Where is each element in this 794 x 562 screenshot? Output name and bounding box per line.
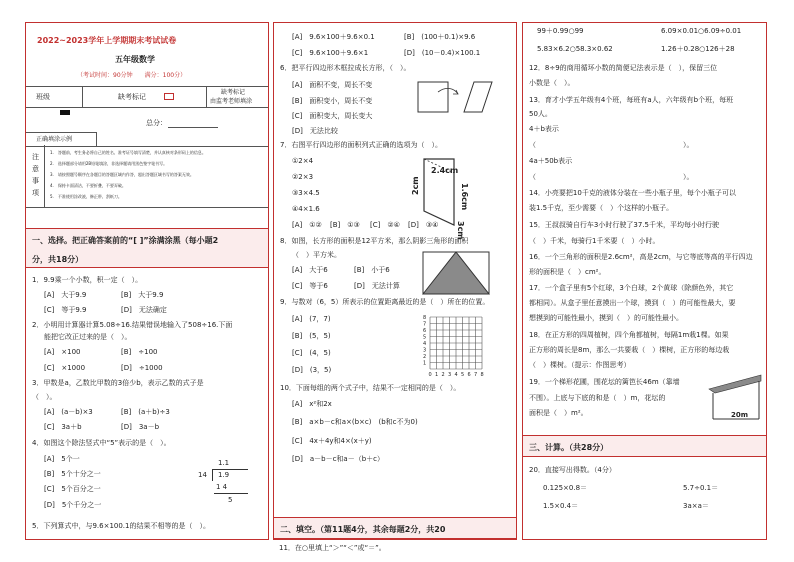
q4-text: 4．如图这个除法竖式中“5”表示的是（ ）。 <box>32 439 171 447</box>
q7-answer-d[interactable]: [D] ③④ <box>408 221 439 229</box>
q9-option-a[interactable]: [A] (7，7) <box>292 315 331 323</box>
q10-option-c[interactable]: [C] 4x＋4y和4×(x＋y) <box>292 437 372 445</box>
q16-text-1: 16．一个三角形的面积是2.6cm²，高是2cm，与它等底等高的平行四边 <box>529 253 753 261</box>
q7-answer-a[interactable]: [A] ①② <box>292 221 322 229</box>
q16-text-2: 形的面积是（ ）cm²。 <box>529 268 606 276</box>
q2-option-c[interactable]: [C] ×1000 <box>44 364 86 372</box>
grid-y-tick: 4 <box>423 341 427 347</box>
q3-option-b[interactable]: [B] (a＋b)÷3 <box>121 408 170 416</box>
q17-text-1: 17．一个盒子里有5个红球，3个白球，2个黄球（除颜色外，其它 <box>529 284 734 292</box>
column-3 <box>522 22 767 540</box>
q2-option-d[interactable]: [D] ÷1000 <box>121 364 163 372</box>
q13-text-1: 13．育才小学五年级有4个班，每班有a人，六年级有b个班，每班 <box>529 96 734 104</box>
q20-text: 20．直接写出得数。（4分） <box>529 466 616 474</box>
q6-option-c[interactable]: [C] 面积变大，周长变大 <box>292 112 373 120</box>
notice-char-4: 项 <box>32 189 39 197</box>
q5-option-c[interactable]: [C] 9.6×100＋9.6×1 <box>292 49 369 57</box>
notice-char-1: 注 <box>32 153 39 161</box>
notice-3: 3. 请按照题号顺序在各题目的答题区域内作答，超出答题区域书写的答案无效。 <box>50 172 194 177</box>
q7-expr-3: ③3×4.5 <box>292 189 320 197</box>
section-3-title: 三、计算。（共28分） <box>529 443 609 452</box>
q9-option-d[interactable]: [D] (3，5) <box>292 366 332 374</box>
q6-option-b[interactable]: [B] 面积变小，周长不变 <box>292 97 373 105</box>
q1-option-c[interactable]: [C] 等于9.9 <box>44 306 87 314</box>
q3-text-1: 3．甲数是a，乙数比甲数的3倍少b，表示乙数的式子是 <box>32 379 204 387</box>
q2-text-1: 2．小明用计算器计算5.08÷16.结果错误地输入了508÷16.下面 <box>32 321 233 329</box>
notice-4: 4. 保持卡面清洁，不要折叠，不要弄破。 <box>50 183 126 188</box>
q7-expr-2: ②2×3 <box>292 173 314 181</box>
score-line <box>168 127 218 128</box>
absent-label: 缺考标记 <box>118 93 146 101</box>
q18-text-3: （ ）棵树。（提示：作图思考） <box>529 361 631 369</box>
q7-text: 7．右图平行四边形的面积列式正确的选项为（ ）。 <box>280 141 442 149</box>
grid-y-tick: 6 <box>423 328 427 334</box>
q11-row1-right[interactable]: 6.09×0.01○6.09÷0.01 <box>661 27 742 35</box>
q7-answer-b[interactable]: [B] ①③ <box>330 221 360 229</box>
q17-text-2: 都相同）。从盒子里任意摸出一个球，摸到（ ）的可能性最大，要 <box>529 299 736 307</box>
q12-text-2: 小数是（ ）。 <box>529 79 575 87</box>
grid-x-tick: 8 <box>480 372 484 378</box>
q3-option-c[interactable]: [C] 3a＋b <box>44 423 82 431</box>
grid-y-tick: 8 <box>423 315 427 321</box>
q9-coordinate-grid <box>422 307 488 379</box>
q8-text-2: （ ）平方米。 <box>292 251 341 259</box>
q14-text-1: 14．小亮要把10千克的液体分装在一些小瓶子里，每个小瓶子可以 <box>529 189 736 197</box>
grid-x-tick: 1 <box>435 372 439 378</box>
q7-answer-c[interactable]: [C] ②④ <box>370 221 400 229</box>
q3-text-2: （ ）。 <box>32 393 57 401</box>
q7-label-a: 2.4cm <box>431 166 459 175</box>
q6-option-d[interactable]: [D] 无法比较 <box>292 127 338 135</box>
q12-text-1: 12．8÷9的商用循环小数的简便记法表示是（ ），保留三位 <box>529 64 718 72</box>
grid-y-tick: 5 <box>423 334 427 341</box>
q13-expr-a: 4＋b表示 <box>529 125 559 133</box>
q11-text: 11．在○里填上“＞”“＜”或“＝”。 <box>279 544 386 552</box>
grid-x-tick: 3 <box>448 372 452 378</box>
q13-text-2: 50人。 <box>529 110 552 118</box>
q6-option-a[interactable]: [A] 面积不变，周长不变 <box>292 81 373 89</box>
exam-subject: 五年级数学 <box>115 55 155 64</box>
notice-2: 2. 选择题部分请用2B铅笔填涂，非选择题请用黑色签字笔书写。 <box>50 161 168 166</box>
q20-item-1[interactable]: 0.125×0.8＝ <box>543 484 588 492</box>
q20-item-2[interactable]: 5.7÷0.1＝ <box>683 484 719 492</box>
q10-option-b[interactable]: [B] a×b－c和a×(b×c) (b和c不为0) <box>292 418 418 426</box>
section-2-title: 二、填空。（第11题4分，其余每题2分，共20 <box>280 525 446 534</box>
column-1 <box>25 22 269 540</box>
section-1-title-line1: 一、选择。把正确答案前的“[ ]”涂满涂黑（每小题2 <box>32 236 219 245</box>
section-3-header <box>523 435 766 457</box>
student-info-table <box>26 86 268 147</box>
grid-x-tick: 2 <box>441 372 445 378</box>
q13-expr-b: 4a＋50b表示 <box>529 157 573 165</box>
grid-y-tick: 3 <box>423 347 427 354</box>
q17-text-3: 想摸到的可能性最小，摸到（ ）的可能性最小。 <box>529 314 683 322</box>
q7-expr-4: ④4×1.6 <box>292 205 320 213</box>
q19-base-label: 20m <box>731 411 749 419</box>
q1-text: 1．9.9乘一个小数，积一定（ ）。 <box>32 276 143 284</box>
absent-checkbox[interactable] <box>164 93 174 100</box>
q14-text-2: 装1.5千克，至少需要（ ）个这样的小瓶子。 <box>529 204 674 212</box>
q8-text-1: 8．如图，长方形的面积是12平方米，那么阴影三角形的面积 <box>280 237 469 245</box>
q2-option-b[interactable]: [B] ÷100 <box>121 348 158 356</box>
absent-note-1: 缺考标记 <box>221 89 246 96</box>
q5-option-a[interactable]: [A] 9.6×100＋9.6×0.1 <box>292 33 375 41</box>
exam-title: 2022~2023学年上学期期末考试试卷 <box>37 36 177 45</box>
q10-option-d[interactable]: [D] a－b－c和a－（b＋c） <box>292 455 385 463</box>
q11-row2-left[interactable]: 5.83×6.2○58.3×0.62 <box>537 45 613 53</box>
q4-option-d[interactable]: [D] 5个千分之一 <box>44 501 102 509</box>
q11-row2-right[interactable]: 1.26＋0.28○126＋28 <box>661 45 735 53</box>
q6-text: 6．把平行四边形木框拉成长方形，（ ）。 <box>280 64 411 72</box>
div-divisor: 14 <box>198 471 207 479</box>
q15-text-2: （ ）千米，每骑行1千米要（ ）小时。 <box>529 237 660 245</box>
q7-label-d: 3cm <box>456 221 465 240</box>
fill-example-mark <box>60 110 70 115</box>
q11-row1-left[interactable]: 99＋0.99○99 <box>537 27 584 35</box>
q9-option-c[interactable]: [C] (4，5) <box>292 349 331 357</box>
q10-text: 10．下面每组的两个式子中，结果不一定相同的是（ ）。 <box>280 384 461 392</box>
q19-text-3: 面积是（ ）m²。 <box>529 409 588 417</box>
notice-5: 5. 不准使用涂改液、修正带、刮纸刀。 <box>50 194 122 199</box>
grid-x-tick: 5 <box>461 372 465 378</box>
q8-option-c[interactable]: [C] 等于6 <box>292 282 328 290</box>
grid-x-tick: 6 <box>467 372 471 378</box>
q13-answer-a[interactable]: （ ）。 <box>529 141 694 149</box>
q7-expr-1: ①2×4 <box>292 157 314 165</box>
q19-text-1: 19．一个梯形花圃，围花坛的篱笆长46m（靠墙 <box>529 378 680 386</box>
q20-item-4[interactable]: 3a×a＝ <box>683 502 709 510</box>
q7-label-c: 2cm <box>411 176 420 195</box>
q1-option-b[interactable]: [B] 大于9.9 <box>121 291 164 299</box>
q2-option-a[interactable]: [A] ×100 <box>44 348 81 356</box>
q5-option-d[interactable]: [D] (10－0.4)×100.1 <box>404 49 481 57</box>
div-product: 1 4 <box>216 483 228 491</box>
column-2 <box>273 22 517 540</box>
q5-option-b[interactable]: [B] (100＋0.1)×9.6 <box>404 33 476 41</box>
q3-option-a[interactable]: [A] (a－b)×3 <box>44 408 93 416</box>
q2-text-2: 能把它改正过来的是（ ）。 <box>44 333 132 341</box>
fill-example-label: 正确填涂示例 <box>36 136 73 143</box>
grid-y-tick: 2 <box>423 354 427 360</box>
q1-option-d[interactable]: [D] 无法确定 <box>121 306 167 314</box>
section-1-title-line2: 分，共18分） <box>32 255 84 264</box>
class-label: 班级 <box>36 93 50 101</box>
q8-option-b[interactable]: [B] 小于6 <box>354 266 390 274</box>
q6-figure <box>416 78 494 118</box>
q4-division-figure <box>194 459 254 509</box>
exam-info: （考试时间：90分钟 满分：100分） <box>77 72 187 79</box>
div-remainder: 5 <box>228 496 233 504</box>
grid-x-tick: 7 <box>474 372 478 378</box>
q4-option-a[interactable]: [A] 5个一 <box>44 455 80 463</box>
score-label: 总分： <box>146 119 167 127</box>
q10-option-a[interactable]: [A] x²和2x <box>292 400 332 408</box>
q9-text: 9．与数对（6，5）所表示的位置距离最近的是（ ）所在的位置。 <box>280 298 490 306</box>
q9-option-b[interactable]: [B] (5，5) <box>292 332 331 340</box>
section-2-header <box>274 517 516 539</box>
q1-option-a[interactable]: [A] 大于9.9 <box>44 291 87 299</box>
notice-box <box>26 145 268 208</box>
q19-text-2: 不围）。上底与下底的和是（ ）m，花坛的 <box>529 394 666 402</box>
grid-y-tick: 7 <box>423 321 427 328</box>
q18-text-2: 正方形的周长是8m，那么一共要栽（ ）棵树，正方形的每边栽 <box>529 346 730 354</box>
notice-1: 1. 答题前，考生务必将自己的姓名、准考证号填写清楚，并认真核对条形码上的信息。 <box>50 150 206 155</box>
q20-item-3[interactable]: 1.5×0.4＝ <box>543 502 579 510</box>
absent-note-2: 由监考老师填涂 <box>210 98 253 105</box>
q7-label-b: 1.6cm <box>460 183 469 211</box>
div-dividend: 1.9 <box>218 471 230 479</box>
section-1-header <box>26 228 268 268</box>
notice-char-3: 事 <box>32 177 39 185</box>
q5-text: 5．下列算式中，与9.6×100.1的结果不相等的是（ ）。 <box>32 522 210 530</box>
q8-rect-triangle-figure <box>422 251 492 297</box>
q19-trapezoid-figure <box>703 375 763 425</box>
grid-x-tick: 0 <box>428 372 432 378</box>
q3-option-d[interactable]: [D] 3a－b <box>121 423 160 431</box>
grid-x-tick: 4 <box>454 372 458 378</box>
grid-y-tick: 1 <box>423 360 427 367</box>
div-quotient: 1.1 <box>218 459 230 467</box>
q15-text-1: 15．王叔叔骑自行车3小时行驶了37.5千米，平均每小时行驶 <box>529 221 719 229</box>
q8-option-d[interactable]: [D] 无法计算 <box>354 282 400 290</box>
q8-option-a[interactable]: [A] 大于6 <box>292 266 328 274</box>
notice-char-2: 意 <box>32 165 39 173</box>
q18-text-1: 18．在正方形的四周植树，四个角都植树，每隔1m栽1棵。如果 <box>529 331 729 339</box>
q4-option-c[interactable]: [C] 5个百分之一 <box>44 485 101 493</box>
q13-answer-b[interactable]: （ ）。 <box>529 173 694 181</box>
q4-option-b[interactable]: [B] 5个十分之一 <box>44 470 101 478</box>
